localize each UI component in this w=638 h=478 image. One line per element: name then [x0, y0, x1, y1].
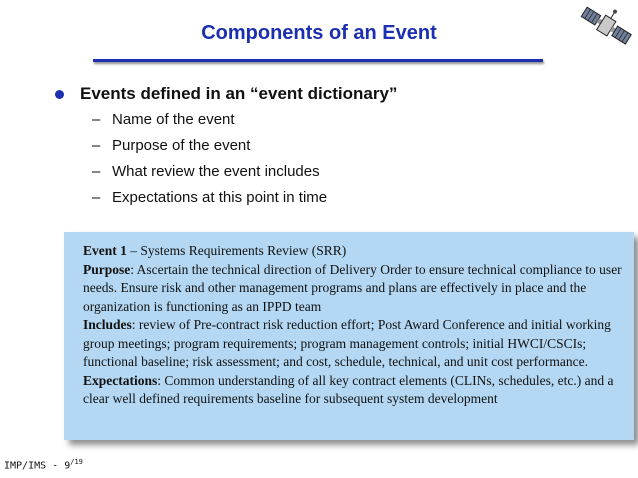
sub-item-text: Expectations at this point in time — [112, 189, 328, 206]
event-callout-text — [83, 242, 623, 409]
sub-item-review — [92, 163, 320, 180]
sub-item-purpose — [92, 137, 250, 154]
event-label: Event 1 — [83, 243, 127, 258]
includes-text: : review of Pre-contract risk reduction effort; Post Award Conference and initial working group meetings; program requirements; program management controls; initial HWCI/CSCIs; functional baseline; risk assessment; and cost, schedule, technical, and unit cost performance. — [83, 317, 611, 369]
expectations-label: Expectations — [83, 372, 158, 388]
dash-icon: – — [92, 163, 101, 180]
title-underline — [93, 59, 543, 62]
purpose-label: Purpose — [83, 261, 131, 277]
expectations-line — [83, 372, 623, 409]
slide-title: Components of an Event — [201, 22, 437, 44]
sub-item-name — [92, 111, 235, 128]
sub-item-text: Name of the event — [112, 111, 235, 128]
satellite-icon — [578, 5, 634, 47]
sub-item-text: Purpose of the event — [112, 137, 251, 154]
expectations-text: : Common understanding of all key contract elements (CLINs, schedules, etc.) and a clear well defined requirements baseline for subsequent system development — [83, 372, 614, 406]
sub-item-text: What review the event includes — [112, 163, 320, 180]
page-total: /19 — [70, 458, 83, 466]
main-bullet — [55, 84, 397, 104]
purpose-line — [83, 261, 623, 317]
dash-icon: – — [92, 189, 101, 206]
dash-icon: – — [92, 111, 101, 128]
sub-item-expectations — [92, 189, 327, 206]
event-text: – Systems Requirements Review (SRR) — [126, 243, 347, 258]
bullet-icon — [55, 90, 64, 99]
dash-icon: – — [92, 137, 101, 154]
purpose-text: : Ascertain the technical direction of Delivery Order to ensure technical compliance to user needs. Ensure risk and other management programs and plans are effectively in place and the organization is functioning as an IPPD team — [83, 261, 622, 314]
event-line — [83, 242, 623, 261]
slide-footer — [4, 458, 83, 471]
includes-line — [83, 316, 623, 372]
includes-label: Includes — [83, 317, 132, 332]
page-number: IMP/IMS - 9 — [4, 460, 71, 472]
main-bullet-text: Events defined in an “event dictionary” — [80, 84, 398, 103]
